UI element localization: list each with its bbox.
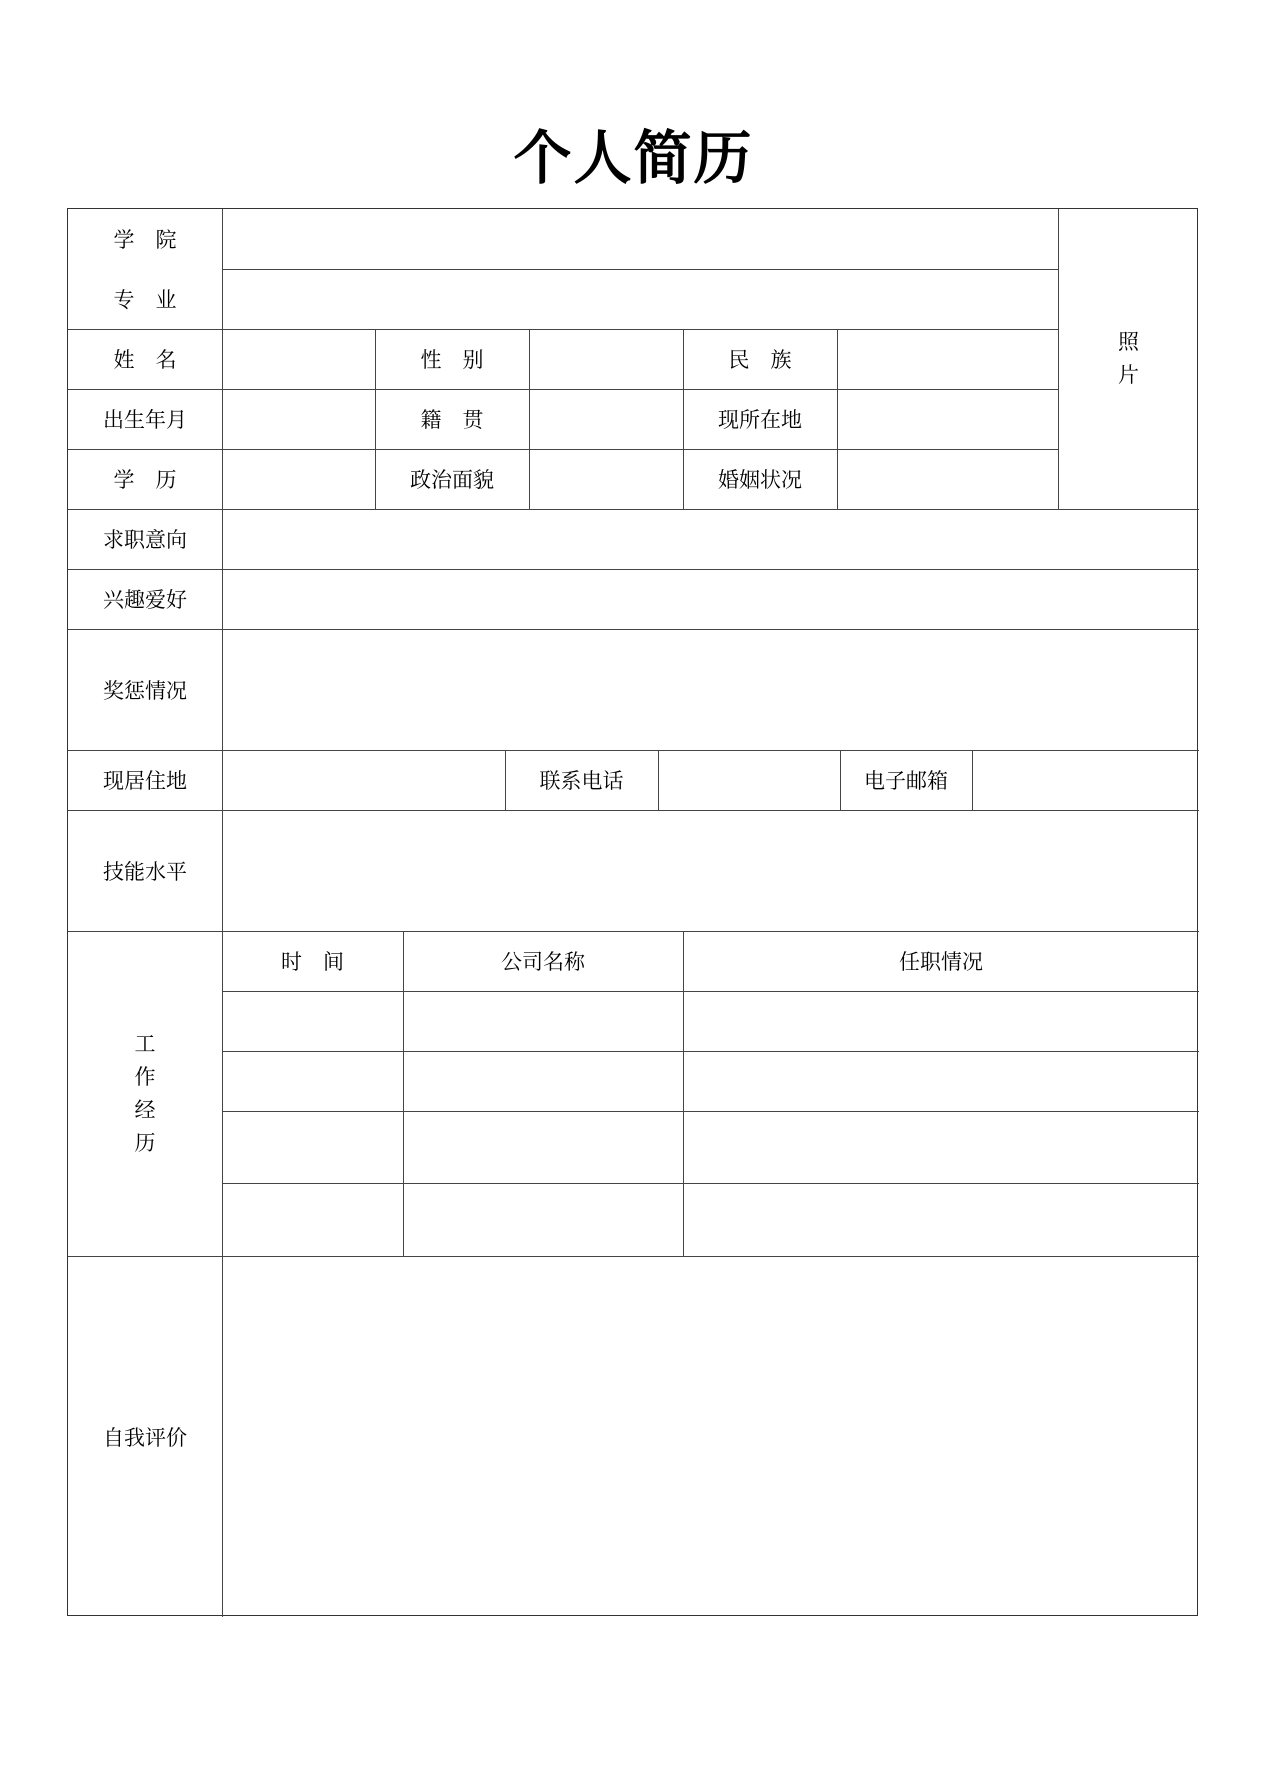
work-label-3: 经 (134, 1097, 156, 1122)
rewards-punishments-field[interactable] (222, 629, 1199, 750)
self-evaluation-field[interactable] (222, 1256, 1199, 1617)
label-self-evaluation: 自我评价 (103, 1425, 187, 1450)
email-field[interactable] (972, 750, 1199, 810)
label-rewards-punishments: 奖惩情况 (103, 678, 187, 703)
political-status-field[interactable] (529, 449, 683, 509)
label-work-experience (68, 931, 222, 1256)
skills-field[interactable] (222, 810, 1199, 931)
work-header-position: 任职情况 (899, 950, 983, 974)
work-experience-rows[interactable] (222, 991, 1199, 1256)
current-location-field[interactable] (837, 389, 1058, 449)
college-field[interactable] (222, 209, 1058, 269)
birth-field[interactable] (222, 389, 375, 449)
label-marital-status: 婚姻状况 (718, 468, 802, 492)
label-political-status: 政治面貌 (410, 468, 494, 492)
label-gender: 性 别 (420, 348, 484, 372)
label-phone: 联系电话 (539, 769, 624, 793)
residence-field[interactable] (222, 750, 505, 810)
work-header-time: 时 间 (281, 950, 344, 974)
gender-field[interactable] (529, 329, 683, 389)
resume-form (67, 208, 1198, 1616)
marital-status-field[interactable] (837, 449, 1058, 509)
work-label-2: 作 (134, 1064, 156, 1089)
label-native-place: 籍 贯 (420, 408, 484, 432)
label-ethnicity: 民 族 (728, 348, 792, 372)
ethnicity-field[interactable] (837, 329, 1058, 389)
label-education: 学 历 (113, 468, 177, 492)
label-name: 姓 名 (113, 348, 177, 372)
work-header-company: 公司名称 (501, 950, 585, 974)
work-label-1: 工 (134, 1031, 156, 1056)
phone-field[interactable] (658, 750, 840, 810)
label-job-intention: 求职意向 (103, 528, 187, 552)
photo-label-2: 片 (1118, 363, 1139, 387)
work-label-4: 历 (134, 1130, 156, 1155)
label-email: 电子邮箱 (864, 769, 948, 793)
label-skills: 技能水平 (103, 859, 187, 884)
job-intention-field[interactable] (222, 509, 1199, 569)
label-major: 专 业 (113, 288, 177, 312)
photo-box[interactable] (1058, 209, 1199, 509)
label-birth: 出生年月 (103, 408, 187, 432)
label-college: 学 院 (113, 228, 177, 252)
education-field[interactable] (222, 449, 375, 509)
photo-label-1: 照 (1118, 330, 1139, 354)
label-current-location: 现所在地 (718, 408, 802, 432)
label-hobbies: 兴趣爱好 (103, 588, 187, 612)
native-place-field[interactable] (529, 389, 683, 449)
hobbies-field[interactable] (222, 569, 1199, 629)
label-residence: 现居住地 (103, 769, 187, 793)
page-title: 个人简历 (513, 124, 754, 192)
major-field[interactable] (222, 269, 1058, 329)
name-field[interactable] (222, 329, 375, 389)
